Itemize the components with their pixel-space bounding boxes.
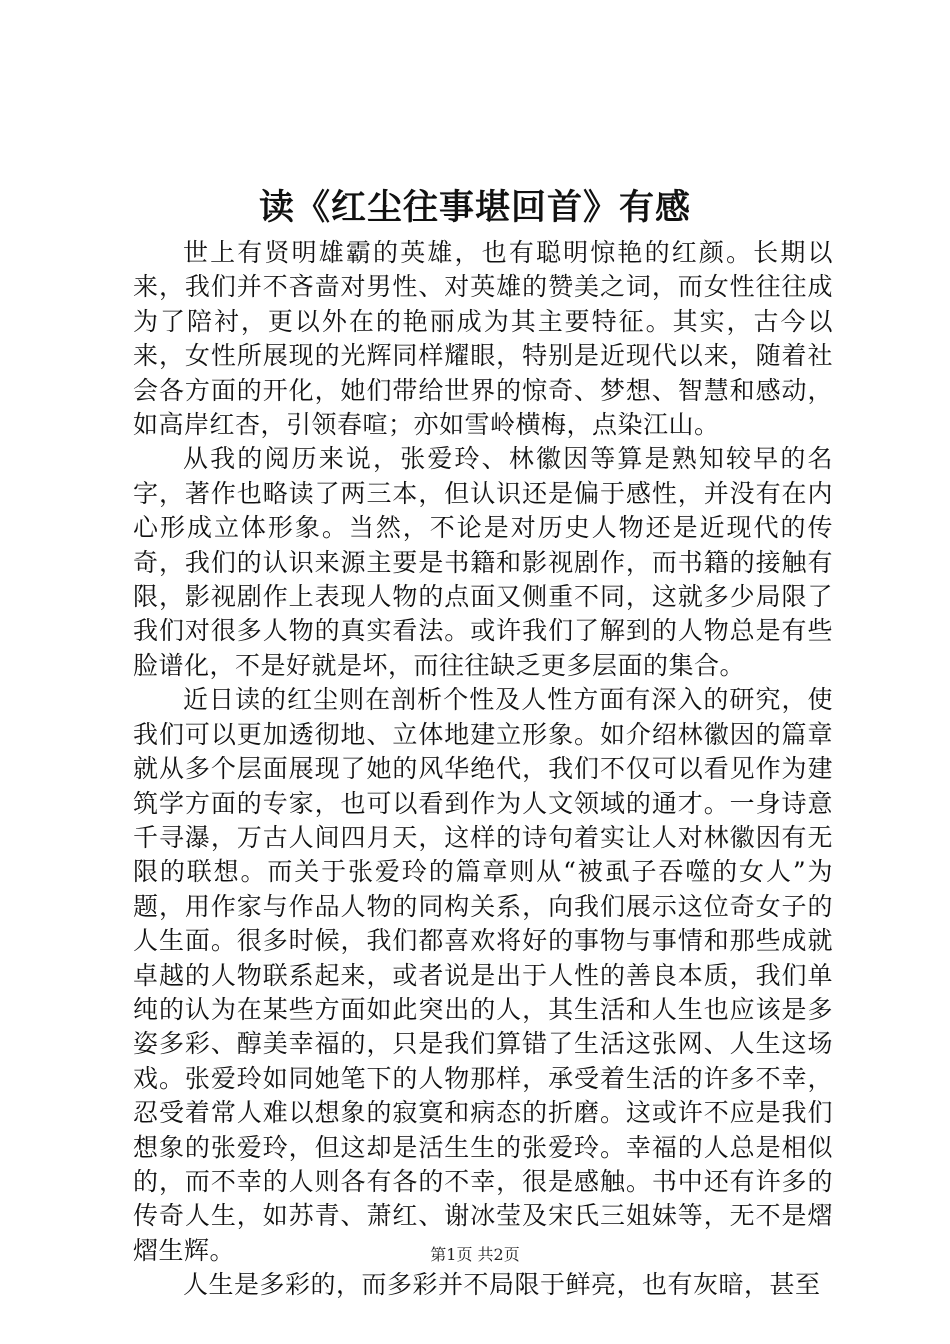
document-body — [133, 236, 833, 1303]
paragraph-4: 人生是多彩的，而多彩并不局限于鲜亮，也有灰暗，甚至 — [183, 1270, 821, 1300]
paragraph-3: 近日读的红尘则在剖析个性及人性方面有深入的研究，使我们可以更加透彻地、立体地建立形象。如介绍林徽因的篇章就从多个层面展现了她的风华绝代，我们不仅可以看见作为建筑学方面的专家，也可以看到作为人文领域的通才。一身诗意千寻瀑，万古人间四月天，这样的诗句着实让人对林徽因有无限的联想。而关于张爱玲的篇章则从“被虱子吞噬的女人”为题，用作家与作品人物的同构关系，向我们展示这位奇女子的人生面。很多时候，我们都喜欢将好的事物与事情和那些成就卓越的人物联系起来，或者说是出于人性的善良本质，我们单纯的认为在某些方面如此突出的人，其生活和人生也应该是多姿多彩、醇美幸福的，只是我们算错了生活这张网、人生这场戏。张爱玲如同她笔下的人物那样，承受着生活的许多不幸，忍受着常人难以想象的寂寞和病态的折磨。这或许不应是我们想象的张爱玲，但这却是活生生的张爱玲。幸福的人总是相似的，而不幸的人则各有各的不幸，很是感触。书中还有许多的传奇人生，如苏青、萧红、谢冰莹及宋氏三姐妹等，无不是熠熠生辉。 — [133, 685, 833, 1265]
document-title: 读《红尘往事堪回首》有感 — [258, 187, 691, 228]
paragraph-2: 从我的阅历来说，张爱玲、林徽因等算是熟知较早的名字，著作也略读了两三本，但认识还是偏于感性，并没有在内心形成立体形象。当然，不论是对历史人物还是近现代的传奇，我们的认识来源主要是书籍和影视剧作，而书籍的接触有限，影视剧作上表现人物的点面又侧重不同，这就多少局限了我们对很多人物的真实看法。或许我们了解到的人物总是有些脸谱化，不是好就是坏，而往往缺乏更多层面的集合。 — [133, 444, 833, 680]
paragraph-1: 世上有贤明雄霸的英雄，也有聪明惊艳的红颜。长期以来，我们并不吝啬对男性、对英雄的赞美之词，而女性往往成为了陪衬，更以外在的艳丽成为其主要特征。其实，古今以来，女性所展现的光辉同样耀眼，特别是近现代以来，随着社会各方面的开化，她们带给世界的惊奇、梦想、智慧和感动，如高岸红杏，引领春喧；亦如雪岭横梅，点染江山。 — [133, 238, 833, 440]
page-number-footer: 第1页 共2页 — [430, 1245, 520, 1264]
